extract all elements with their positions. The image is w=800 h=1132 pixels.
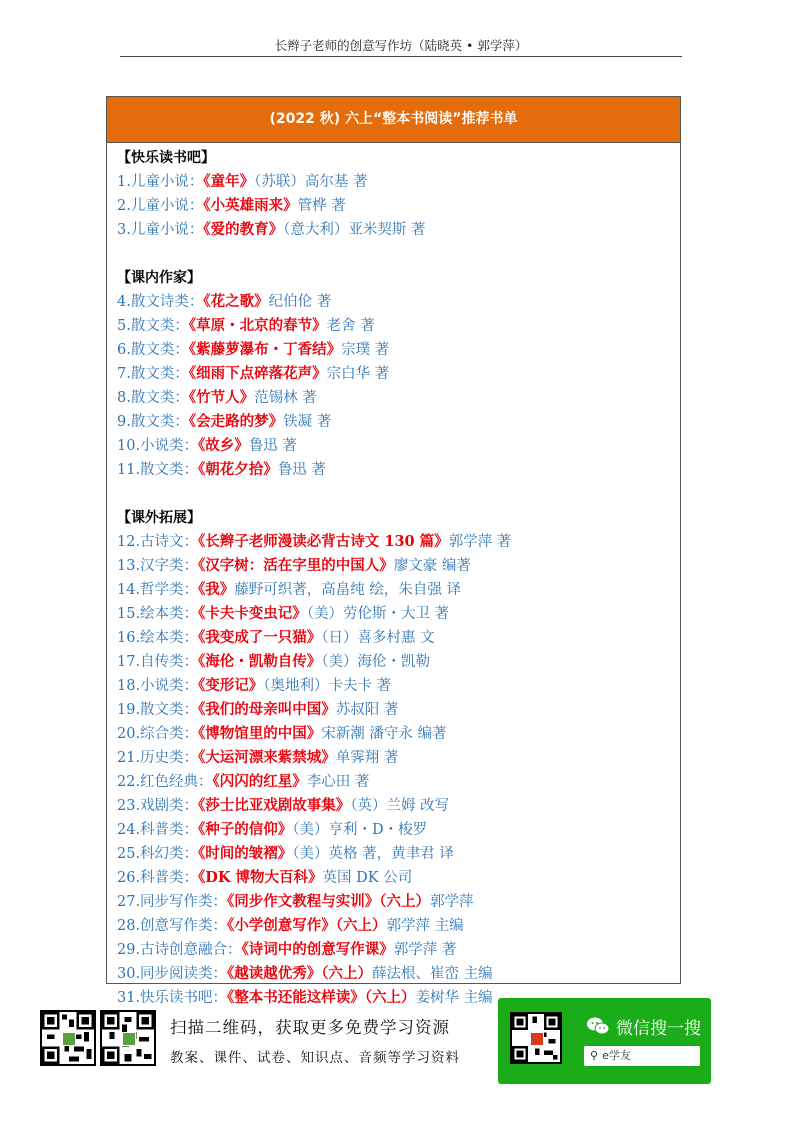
- item-book: 《朝花夕拾》: [198, 461, 278, 478]
- item-author: 郭学萍 主编: [386, 918, 464, 934]
- list-item: [117, 914, 680, 938]
- item-category: 19.散文类：: [117, 702, 199, 718]
- item-category: 21.历史类：: [117, 750, 199, 766]
- list-item: [117, 458, 680, 482]
- qr-logo-icon: [122, 1032, 136, 1046]
- list-item: [117, 698, 680, 722]
- item-book: 《汉字树：活在字里的中国人》: [198, 557, 394, 574]
- item-category: 1.儿童小说：: [117, 174, 204, 190]
- search-text: e学友: [602, 1049, 631, 1062]
- item-author: 宗璞 著: [341, 342, 390, 358]
- item-book: 《时间的皱褶》: [198, 845, 293, 862]
- item-author: 廖文豪 编著: [393, 558, 471, 574]
- list-item: [117, 962, 680, 986]
- search-icon: ⚲: [590, 1049, 599, 1062]
- item-category: 18.小说类：: [117, 678, 199, 694]
- book-list-content: [107, 143, 680, 1010]
- item-category: 14.哲学类：: [117, 582, 199, 598]
- item-book: 《会走路的梦》: [188, 413, 284, 430]
- item-category: 23.戏剧类：: [117, 798, 199, 814]
- item-author: 薛法根、崔峦 主编: [372, 966, 493, 982]
- item-category: 27.同步写作类：: [117, 894, 228, 910]
- item-author: （意大利）亚米契斯 著: [283, 222, 426, 238]
- item-book: 《变形记》: [198, 677, 264, 694]
- list-item: [117, 890, 680, 914]
- item-book: 《细雨下点碎落花声》: [188, 365, 327, 382]
- item-category: 24.科普类：: [117, 822, 199, 838]
- item-book: 《整本书还能这样读》（六上）: [227, 989, 416, 1006]
- item-book: 《紫藤萝瀑布・丁香结》: [188, 341, 342, 358]
- item-category: 26.科普类：: [117, 870, 199, 886]
- wechat-logo-icon: [586, 1016, 610, 1036]
- item-category: 8.散文类：: [117, 390, 189, 406]
- item-author: 李心田 著: [306, 774, 370, 790]
- item-category: 7.散文类：: [117, 366, 189, 382]
- list-item: [117, 770, 680, 794]
- item-category: 29.古诗创意融合：: [117, 942, 242, 958]
- item-category: 30.同步阅读类：: [117, 966, 228, 982]
- list-item: [117, 386, 680, 410]
- item-category: 15.绘本类：: [117, 606, 199, 622]
- item-author: 纪伯伦 著: [268, 294, 332, 310]
- item-category: 31.快乐读书吧：: [117, 990, 228, 1006]
- list-item: [117, 290, 680, 314]
- item-author: 英国 DK 公司: [322, 870, 413, 886]
- list-item: [117, 554, 680, 578]
- section-title: 【课内作家】: [117, 270, 201, 286]
- item-author: 郭学萍: [430, 894, 474, 910]
- item-category: 20.综合类：: [117, 726, 199, 742]
- list-item: [117, 578, 680, 602]
- item-author: 宗白华 著: [326, 366, 390, 382]
- item-author: 鲁迅 著: [248, 438, 297, 454]
- section-title: 【课外拓展】: [117, 510, 201, 526]
- item-book: 《竹节人》: [188, 389, 255, 406]
- list-item: [117, 362, 680, 386]
- list-item: [117, 722, 680, 746]
- qr-logo-icon: [62, 1032, 76, 1046]
- item-author: （美）亨利・D・梭罗: [292, 822, 428, 838]
- item-author: 苏叔阳 著: [335, 702, 399, 718]
- list-item: [117, 674, 680, 698]
- item-book: 《花之歌》: [203, 293, 269, 310]
- qr-code-icon[interactable]: [510, 1012, 562, 1064]
- item-book: 《博物馆里的中国》: [198, 725, 322, 742]
- item-book: 《草原・北京的春节》: [188, 317, 327, 334]
- list-item: [117, 842, 680, 866]
- list-item: [117, 818, 680, 842]
- item-book: 《故乡》: [198, 437, 249, 454]
- item-category: 2.儿童小说：: [117, 198, 204, 214]
- item-category: 3.儿童小说：: [117, 222, 204, 238]
- wechat-search-box[interactable]: [584, 1046, 700, 1066]
- item-book: 《同步作文教程与实训》（六上）: [227, 893, 431, 910]
- item-author: 郭学萍 著: [393, 942, 457, 958]
- wechat-search-panel[interactable]: [498, 998, 711, 1084]
- item-book: 《DK 博物大百科》: [198, 869, 323, 886]
- item-book: 《长辫子老师漫读必背古诗文 130 篇》: [198, 533, 449, 550]
- list-item: [117, 530, 680, 554]
- item-book: 《诗词中的创意写作课》: [241, 941, 394, 958]
- item-book: 《我》: [198, 581, 235, 598]
- list-item: [117, 218, 680, 242]
- qr-code-icon[interactable]: [100, 1010, 156, 1066]
- item-book: 《我变成了一只猫》: [198, 629, 322, 646]
- list-item: [117, 866, 680, 890]
- item-book: 《小学创意写作》（六上）: [227, 917, 387, 934]
- list-item: [117, 602, 680, 626]
- item-book: 《爱的教育》: [203, 221, 284, 238]
- list-item: [117, 650, 680, 674]
- banner-title: (2022 秋) 六上“整本书阅读”推荐书单: [107, 97, 680, 143]
- item-author: 管桦 著: [297, 198, 346, 214]
- item-category: 16.绘本类：: [117, 630, 199, 646]
- qr-logo-icon: [530, 1032, 544, 1046]
- spacer: [117, 482, 680, 506]
- footer-slogan: 扫描二维码，获取更多免费学习资源: [170, 1018, 450, 1037]
- list-item: [117, 794, 680, 818]
- list-item: [117, 170, 680, 194]
- list-item: [117, 626, 680, 650]
- item-author: 铁凝 著: [283, 414, 332, 430]
- list-item: [117, 938, 680, 962]
- spacer: [117, 242, 680, 266]
- item-category: 4.散文诗类：: [117, 294, 204, 310]
- wechat-title: 微信搜一搜: [616, 1019, 701, 1039]
- list-item: [117, 338, 680, 362]
- footer-subslogan: 教案、课件、试卷、知识点、音频等学习资料: [170, 1050, 460, 1066]
- item-author: 姜树华 主编: [415, 990, 493, 1006]
- item-author: 范锡林 著: [254, 390, 317, 406]
- item-author: （美）海伦・凯勒: [321, 654, 431, 670]
- item-author: 鲁迅 著: [277, 462, 326, 478]
- item-author: （苏联）高尔基 著: [254, 174, 368, 190]
- item-category: 9.散文类：: [117, 414, 189, 430]
- item-author: 藤野可织著，高畠纯 绘，朱自强 译: [234, 582, 462, 598]
- list-item: [117, 746, 680, 770]
- list-item: [117, 314, 680, 338]
- item-book: 《闪闪的红星》: [212, 773, 307, 790]
- item-book: 《卡夫卡变虫记》: [198, 605, 307, 622]
- item-category: 6.散文类：: [117, 342, 189, 358]
- item-author: （美）劳伦斯・大卫 著: [306, 606, 450, 622]
- item-author: （美）英格 著，黄聿君 译: [292, 846, 454, 862]
- book-list-box: [106, 96, 681, 1006]
- item-category: 13.汉字类：: [117, 558, 199, 574]
- item-book: 《越读越优秀》（六上）: [227, 965, 373, 982]
- item-category: 11.散文类：: [117, 462, 199, 478]
- item-book: 《种子的信仰》: [198, 821, 293, 838]
- item-category: 10.小说类：: [117, 438, 199, 454]
- item-author: （英）兰姆 改写: [350, 798, 450, 814]
- item-book: 《海伦・凯勒自传》: [198, 653, 322, 670]
- list-item: [117, 434, 680, 458]
- item-book: 《童年》: [203, 173, 255, 190]
- item-category: 22.红色经典：: [117, 774, 213, 790]
- item-category: 17.自传类：: [117, 654, 199, 670]
- item-book: 《我们的母亲叫中国》: [198, 701, 336, 718]
- qr-code-icon[interactable]: [40, 1010, 96, 1066]
- footer: [0, 994, 800, 1094]
- section-title: 【快乐读书吧】: [117, 150, 215, 166]
- item-category: 25.科幻类：: [117, 846, 199, 862]
- item-book: 《莎士比亚戏剧故事集》: [198, 797, 351, 814]
- item-author: （奥地利）卡夫卡 著: [263, 678, 392, 694]
- item-category: 5.散文类：: [117, 318, 189, 334]
- list-item: [117, 194, 680, 218]
- page-header: 长辫子老师的创意写作坊（陆晓英 • 郭学萍）: [120, 36, 682, 57]
- item-author: 郭学萍 著: [448, 534, 512, 550]
- item-author: 宋新潮 潘守永 编著: [321, 726, 447, 742]
- item-category: 12.古诗文：: [117, 534, 199, 550]
- item-book: 《大运河漂来紫禁城》: [198, 749, 336, 766]
- item-author: 老舍 著: [326, 318, 375, 334]
- list-item: [117, 410, 680, 434]
- item-book: 《小英雄雨来》: [203, 197, 298, 214]
- item-author: （日）喜多村惠 文: [321, 630, 435, 646]
- item-author: 单霁翔 著: [335, 750, 399, 766]
- item-category: 28.创意写作类：: [117, 918, 228, 934]
